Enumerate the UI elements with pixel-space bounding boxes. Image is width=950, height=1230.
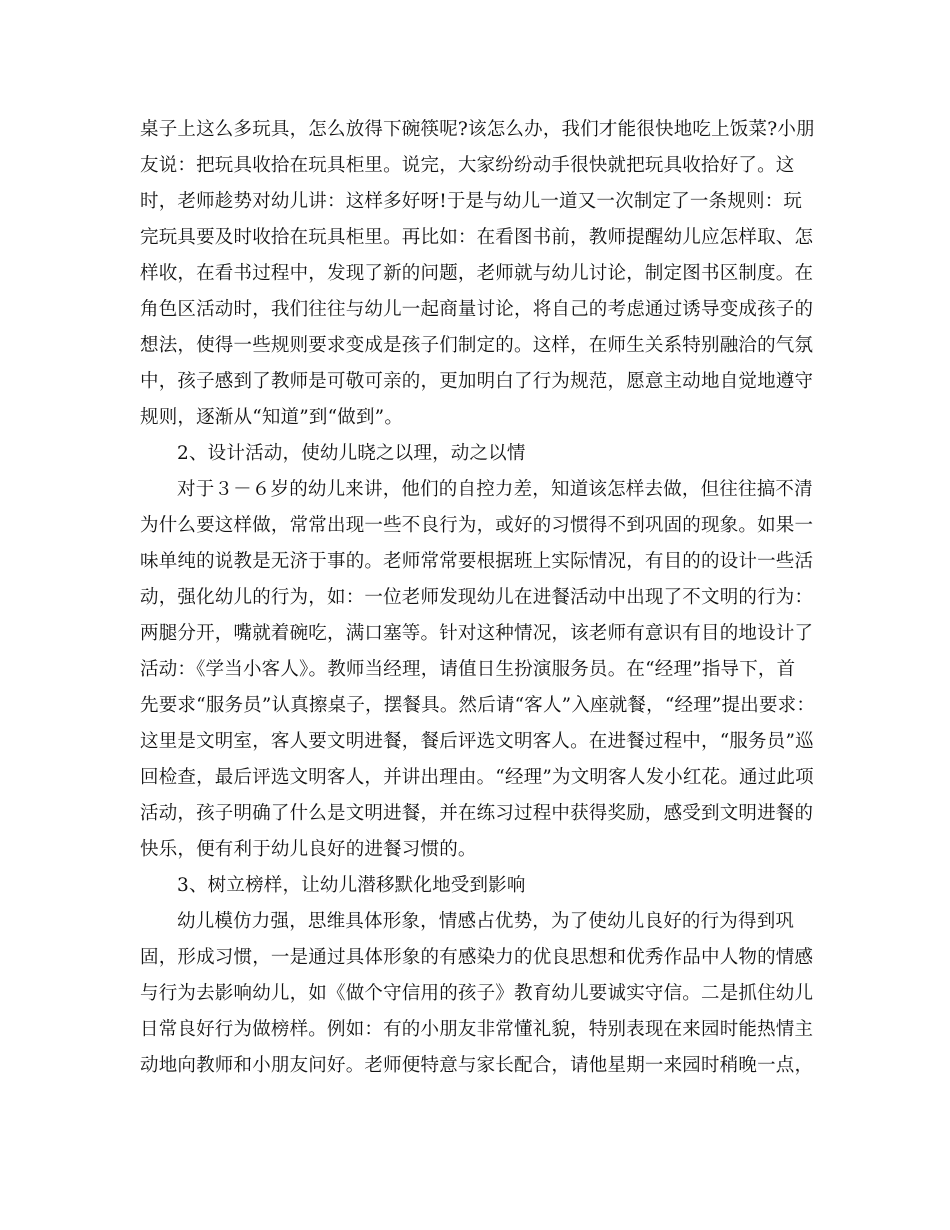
text-line: 桌子上这么多玩具，怎么放得下碗筷呢?该怎么办，我们才能很快地吃上饭菜?小朋 [140, 119, 815, 140]
section-heading: 2、设计活动，使幼儿晓之以理，动之以情 [177, 443, 526, 464]
text-line: 快乐，便有利于幼儿良好的进餐习惯的。 [140, 839, 477, 860]
text-line: 想法，使得一些规则要求变成是孩子们制定的。这样，在师生关系特别融洽的气氛 [140, 335, 814, 356]
text-line: 为什么要这样做，常常出现一些不良行为，或好的习惯得不到巩固的现象。如果一 [140, 515, 814, 536]
text-line: 回检查，最后评选文明客人，并讲出理由。“经理”为文明客人发小红花。通过此项 [140, 767, 814, 788]
text-line: 活动，孩子明确了什么是文明进餐，并在练习过程中获得奖励，感受到文明进餐的 [140, 803, 814, 824]
text-line: 对于３－６岁的幼儿来讲，他们的自控力差，知道该怎样去做，但往往搞不清 [177, 479, 813, 500]
text-line: 先要求“服务员”认真擦桌子，摆餐具。然后请“客人”入座就餐，“经理”提出要求： [140, 695, 816, 716]
text-line: 与行为去影响幼儿，如《做个守信用的孩子》教育幼儿要诚实守信。二是抓住幼儿 [140, 983, 814, 1004]
text-line: 样收，在看书过程中，发现了新的问题，老师就与幼儿讨论，制定图书区制度。在 [140, 263, 814, 284]
text-line: 时，老师趁势对幼儿讲：这样多好呀!于是与幼儿一道又一次制定了一条规则：玩 [140, 191, 803, 212]
text-line: 完玩具要及时收拾在玩具柜里。再比如：在看图书前，教师提醒幼儿应怎样取、怎 [140, 227, 814, 248]
text-line: 这里是文明室，客人要文明进餐，餐后评选文明客人。在进餐过程中，“服务员”巡 [140, 731, 814, 752]
text-line: 两腿分开，嘴就着碗吃，满口塞等。针对这种情况，该老师有意识有目的地设计了 [140, 623, 814, 644]
text-line: 规则，逐渐从“知道”到“做到”。 [140, 407, 404, 428]
text-line: 动地向教师和小朋友问好。老师便特意与家长配合，请他星期一来园时稍晚一点， [140, 1055, 814, 1076]
text-line: 日常良好行为做榜样。例如：有的小朋友非常懂礼貌，特别表现在来园时能热情主 [140, 1019, 814, 1040]
text-line: 角色区活动时，我们往往与幼儿一起商量讨论，将自己的考虑通过诱导变成孩子的 [140, 299, 814, 320]
text-line: 动，强化幼儿的行为，如：一位老师发现幼儿在进餐活动中出现了不文明的行为： [140, 587, 814, 608]
text-line: 味单纯的说教是无济于事的。老师常常要根据班上实际情况，有目的的设计一些活 [140, 551, 814, 572]
text-line: 中，孩子感到了教师是可敬可亲的，更加明白了行为规范，愿意主动地自觉地遵守 [140, 371, 814, 392]
text-line: 固，形成习惯，一是通过具体形象的有感染力的优良思想和优秀作品中人物的情感 [140, 947, 814, 968]
text-line: 友说：把玩具收拾在玩具柜里。说完，大家纷纷动手很快就把玩具收拾好了。这 [140, 155, 795, 176]
text-line: 幼儿模仿力强，思维具体形象，情感占优势，为了使幼儿良好的行为得到巩 [177, 911, 795, 932]
section-heading: 3、树立榜样，让幼儿潜移默化地受到影响 [177, 875, 526, 896]
text-line: 活动：《学当小客人》。教师当经理，请值日生扮演服务员。在“经理”指导下，首 [140, 659, 796, 680]
